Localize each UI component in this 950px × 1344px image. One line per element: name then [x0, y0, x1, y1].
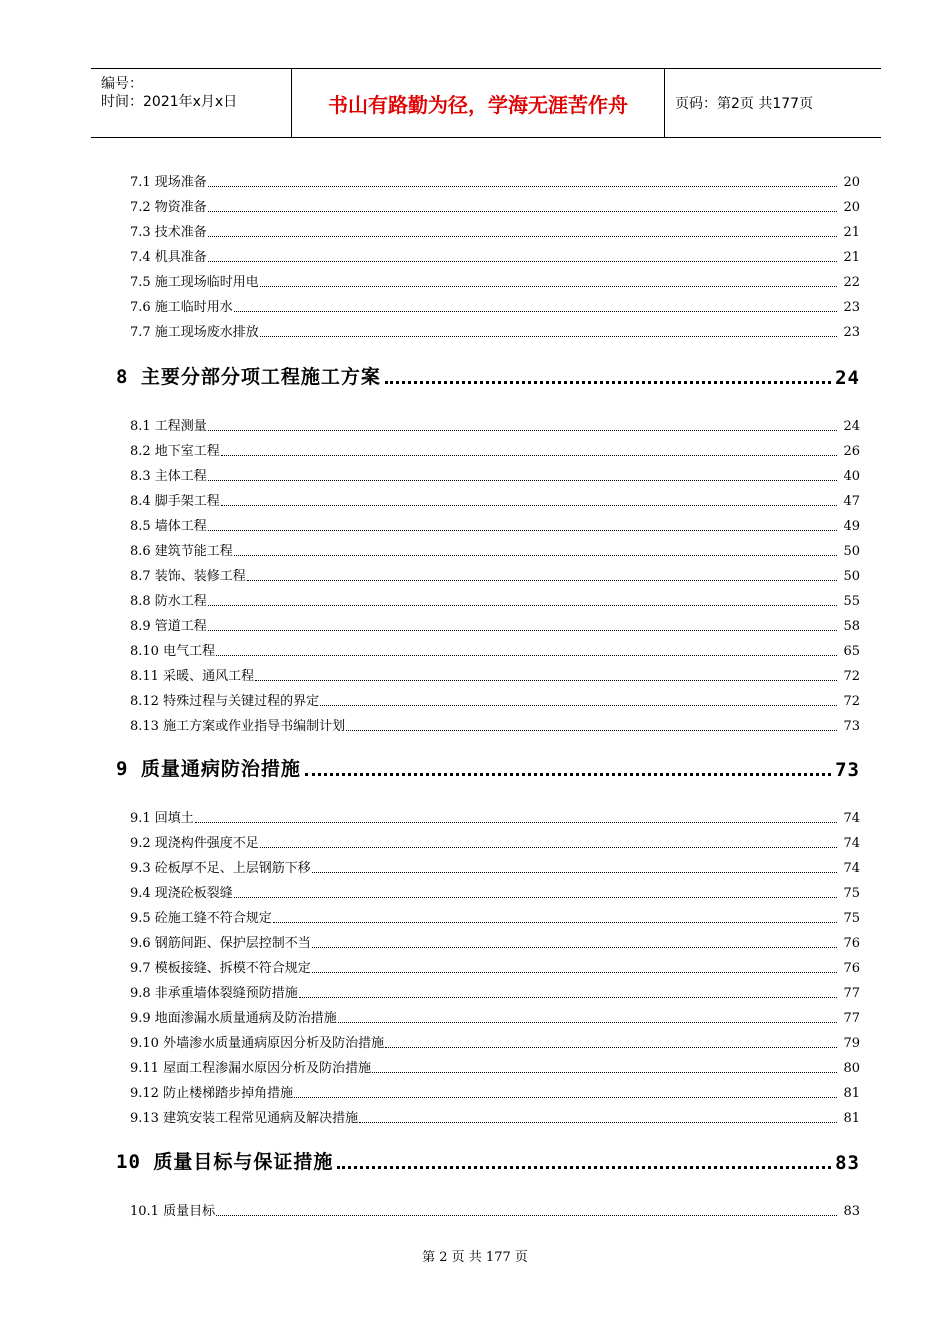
toc-entry[interactable]	[130, 852, 860, 877]
dot-leader	[216, 655, 837, 656]
toc-entry[interactable]	[130, 660, 860, 685]
dot-leader	[208, 430, 837, 431]
toc-entry[interactable]	[130, 316, 860, 341]
toc-entry[interactable]	[130, 535, 860, 560]
dot-leader	[195, 822, 837, 823]
toc-entry[interactable]	[130, 1002, 860, 1027]
toc-entry-page: 74	[843, 811, 860, 826]
time-label: 时间：2021年x月x日	[101, 94, 238, 110]
toc-entry-page: 76	[843, 936, 860, 951]
toc-entry-page: 72	[843, 669, 860, 684]
dot-leader	[372, 1072, 837, 1073]
toc-entry-page: 40	[843, 469, 860, 484]
dot-leader	[255, 680, 837, 681]
toc-entry[interactable]	[130, 410, 860, 435]
toc-entry-title: 7.1 现场准备	[130, 175, 207, 190]
toc-entry-title: 8.1 工程测量	[130, 419, 207, 434]
toc-entry-page: 80	[843, 1061, 860, 1076]
toc-entry-page: 24	[843, 419, 860, 434]
toc-entry-page: 20	[843, 200, 860, 215]
toc-entry-title: 7.2 物资准备	[130, 200, 207, 215]
dot-leader	[260, 336, 837, 337]
toc-entry-title: 7.4 机具准备	[130, 250, 207, 265]
toc-entry-page: 77	[843, 1011, 860, 1026]
section-page: 83	[835, 1152, 860, 1174]
dot-leader	[312, 872, 837, 873]
toc-entry[interactable]	[130, 927, 860, 952]
header-page-label: 页码：第2页 共177页	[675, 96, 814, 112]
dot-leader	[346, 730, 837, 731]
toc-entry-title: 8.5 墙体工程	[130, 519, 207, 534]
toc-entry[interactable]	[130, 485, 860, 510]
toc-entry[interactable]	[130, 610, 860, 635]
toc-entry-title: 9.5 砼施工缝不符合规定	[130, 911, 272, 926]
toc-entry-page: 75	[843, 886, 860, 901]
toc-entry[interactable]	[130, 952, 860, 977]
toc-entry[interactable]	[130, 266, 860, 291]
toc-entry-title: 8.2 地下室工程	[130, 444, 220, 459]
toc-section-9[interactable]	[116, 757, 860, 781]
toc-entry[interactable]	[130, 1102, 860, 1127]
dot-leader	[208, 211, 837, 212]
toc-entry-title: 9.13 建筑安装工程常见通病及解决措施	[130, 1111, 359, 1126]
dot-leader	[221, 455, 837, 456]
toc-entry-page: 73	[843, 719, 860, 734]
toc-entry[interactable]	[130, 510, 860, 535]
toc-entry-title: 8.3 主体工程	[130, 469, 207, 484]
toc-entry-title: 8.6 建筑节能工程	[130, 544, 233, 559]
toc-entry-title: 9.10 外墙渗水质量通病原因分析及防治措施	[130, 1036, 385, 1051]
toc-entry-title: 9.11 屋面工程渗漏水原因分析及防治措施	[130, 1061, 372, 1076]
toc-entry[interactable]	[130, 191, 860, 216]
number-label: 编号：	[101, 76, 143, 92]
toc-entry-title: 7.3 技术准备	[130, 225, 207, 240]
toc-entry[interactable]	[130, 1027, 860, 1052]
header-meta-cell	[91, 69, 292, 137]
dot-leader	[208, 236, 837, 237]
toc-entry-page: 22	[843, 275, 860, 290]
toc-section-10[interactable]	[116, 1150, 860, 1174]
toc-section-8[interactable]	[116, 365, 860, 389]
toc-entry[interactable]	[130, 585, 860, 610]
toc-entry[interactable]	[130, 802, 860, 827]
dot-leader	[337, 1166, 831, 1169]
toc-entry-title: 8.9 管道工程	[130, 619, 207, 634]
dot-leader	[216, 1215, 837, 1216]
toc-entry[interactable]	[130, 291, 860, 316]
toc-entry-page: 20	[843, 175, 860, 190]
toc-entry-title: 9.7 模板接缝、拆模不符合规定	[130, 961, 311, 976]
toc-entry-page: 75	[843, 911, 860, 926]
toc-entry[interactable]	[130, 1195, 860, 1220]
dot-leader	[234, 555, 837, 556]
section-page: 73	[835, 759, 860, 781]
toc-entry-title: 10.1 质量目标	[130, 1204, 216, 1219]
toc-group-8	[130, 410, 860, 735]
toc-entry-title: 9.6 钢筋间距、保护层控制不当	[130, 936, 311, 951]
toc-entry-page: 72	[843, 694, 860, 709]
toc-entry-page: 50	[843, 544, 860, 559]
dot-leader	[320, 705, 837, 706]
toc-entry[interactable]	[130, 435, 860, 460]
toc-entry-title: 7.6 施工临时用水	[130, 300, 233, 315]
toc-entry[interactable]	[130, 710, 860, 735]
toc-entry-title: 9.4 现浇砼板裂缝	[130, 886, 233, 901]
toc-entry-page: 77	[843, 986, 860, 1001]
dot-leader	[221, 505, 837, 506]
dot-leader	[208, 261, 837, 262]
toc-entry-page: 50	[843, 569, 860, 584]
toc-entry-title: 7.5 施工现场临时用电	[130, 275, 259, 290]
document-header	[91, 68, 881, 138]
dot-leader	[294, 1097, 837, 1098]
toc-group-9	[130, 802, 860, 1127]
toc-entry[interactable]	[130, 241, 860, 266]
dot-leader	[208, 605, 837, 606]
toc-entry-page: 81	[843, 1086, 860, 1101]
toc-entry-page: 74	[843, 836, 860, 851]
toc-entry[interactable]	[130, 877, 860, 902]
toc-entry-page: 21	[843, 225, 860, 240]
toc-entry-title: 9.9 地面渗漏水质量通病及防治措施	[130, 1011, 337, 1026]
toc-entry-page: 21	[843, 250, 860, 265]
toc-entry-title: 8.10 电气工程	[130, 644, 216, 659]
dot-leader	[385, 381, 831, 384]
toc-entry-page: 49	[843, 519, 860, 534]
toc-entry[interactable]	[130, 1052, 860, 1077]
dot-leader	[234, 311, 837, 312]
dot-leader	[338, 1022, 837, 1023]
dot-leader	[273, 922, 837, 923]
toc-entry[interactable]	[130, 827, 860, 852]
toc-entry-title: 8.7 装饰、装修工程	[130, 569, 246, 584]
toc-entry[interactable]	[130, 977, 860, 1002]
toc-entry[interactable]	[130, 560, 860, 585]
section-title: 10 质量目标与保证措施	[116, 1151, 334, 1173]
toc-entry-title: 8.12 特殊过程与关键过程的界定	[130, 694, 320, 709]
toc-entry-title: 9.2 现浇构件强度不足	[130, 836, 259, 851]
dot-leader	[208, 530, 837, 531]
dot-leader	[299, 997, 837, 998]
toc-entry[interactable]	[130, 1077, 860, 1102]
toc-entry-title: 9.1 回填土	[130, 811, 194, 826]
dot-leader	[312, 947, 837, 948]
toc-entry[interactable]	[130, 635, 860, 660]
toc-entry-page: 83	[843, 1204, 860, 1219]
toc-entry[interactable]	[130, 166, 860, 191]
dot-leader	[234, 897, 837, 898]
toc-entry-page: 23	[843, 300, 860, 315]
toc-entry[interactable]	[130, 460, 860, 485]
toc-entry-page: 47	[843, 494, 860, 509]
toc-entry-page: 58	[843, 619, 860, 634]
dot-leader	[260, 286, 837, 287]
toc-entry-page: 26	[843, 444, 860, 459]
toc-entry-page: 79	[843, 1036, 860, 1051]
toc-entry-page: 81	[843, 1111, 860, 1126]
toc-entry[interactable]	[130, 902, 860, 927]
toc-group-10	[130, 1195, 860, 1220]
toc-entry-page: 74	[843, 861, 860, 876]
toc-entry-title: 8.4 脚手架工程	[130, 494, 220, 509]
toc-entry-title: 9.3 砼板厚不足、上层钢筋下移	[130, 861, 311, 876]
dot-leader	[208, 480, 837, 481]
toc-entry-page: 23	[843, 325, 860, 340]
dot-leader	[359, 1122, 837, 1123]
dot-leader	[247, 580, 837, 581]
dot-leader	[312, 972, 837, 973]
toc-entry-title: 8.11 采暖、通风工程	[130, 669, 255, 684]
dot-leader	[208, 186, 837, 187]
toc-entry-title: 8.8 防水工程	[130, 594, 207, 609]
toc-entry-title: 8.13 施工方案或作业指导书编制计划	[130, 719, 346, 734]
dot-leader	[385, 1047, 837, 1048]
dot-leader	[305, 773, 831, 776]
toc-entry-title: 9.12 防止楼梯踏步掉角措施	[130, 1086, 294, 1101]
toc-entry-page: 76	[843, 961, 860, 976]
toc-entry[interactable]	[130, 685, 860, 710]
section-title: 9 质量通病防治措施	[116, 758, 301, 780]
dot-leader	[208, 630, 837, 631]
section-title: 8 主要分部分项工程施工方案	[116, 366, 381, 388]
toc-entry[interactable]	[130, 216, 860, 241]
toc-entry-title: 9.8 非承重墙体裂缝预防措施	[130, 986, 298, 1001]
toc-group-7	[130, 166, 860, 341]
header-motto: 书山有路勤为径，学海无涯苦作舟	[292, 69, 665, 137]
toc-entry-page: 65	[843, 644, 860, 659]
toc-entry-page: 55	[843, 594, 860, 609]
page-footer: 第 2 页 共 177 页	[422, 1250, 528, 1265]
dot-leader	[260, 847, 837, 848]
section-page: 24	[835, 367, 860, 389]
toc-entry-title: 7.7 施工现场废水排放	[130, 325, 259, 340]
